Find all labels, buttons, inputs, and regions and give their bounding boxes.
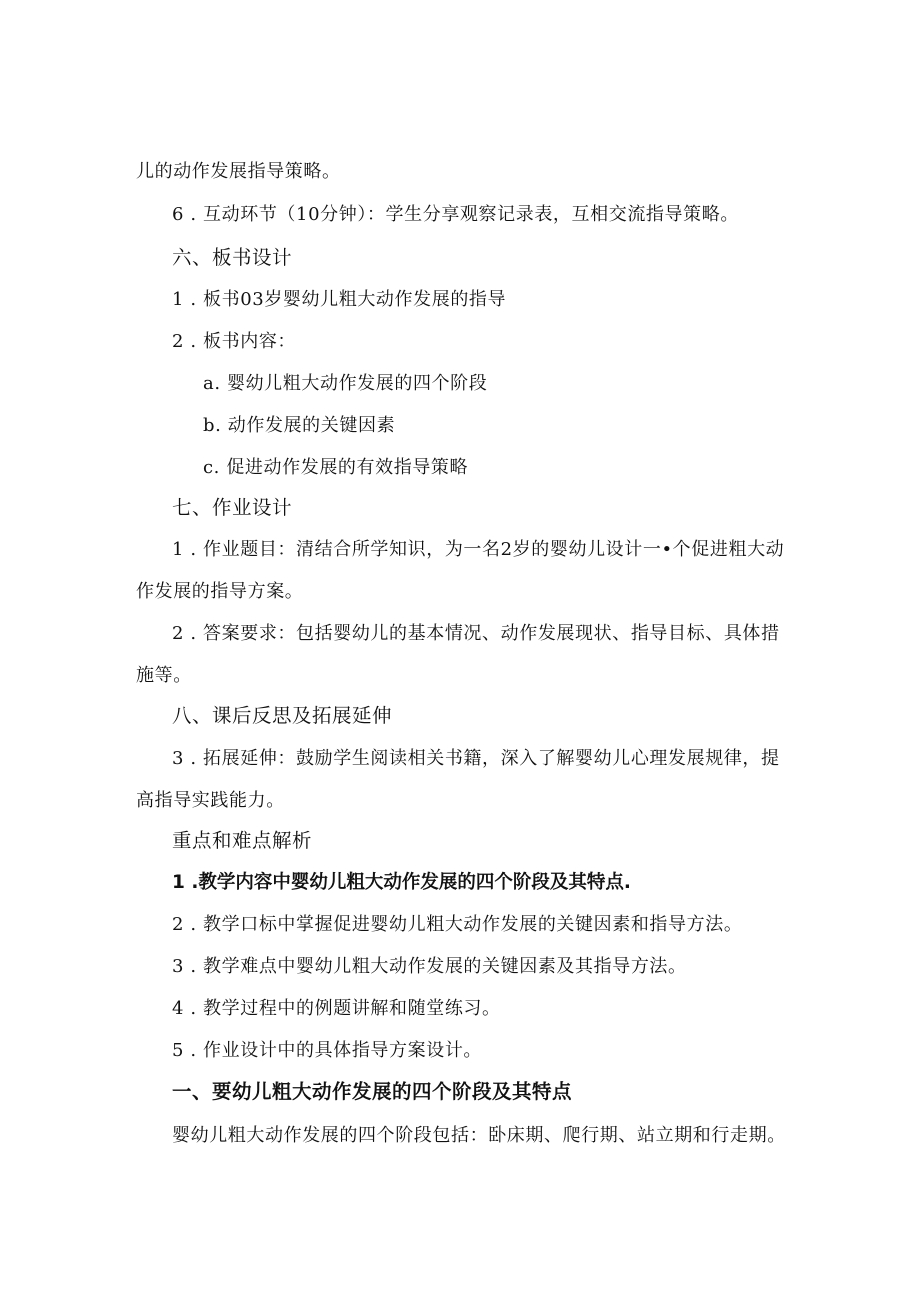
list-item-extension: 3 . 拓展延伸：鼓励学生阅读相关书籍，深入了解婴幼儿心理发展规律，提 bbox=[172, 748, 780, 769]
key-point-2: 2 . 教学口标中掌握促进婴幼儿粗大动作发展的关键因素和指导方法。 bbox=[172, 914, 743, 935]
section-heading-reflection: 八、课后反思及拓展延伸 bbox=[172, 704, 393, 727]
key-point-4: 4 . 教学过程中的例题讲解和随堂练习。 bbox=[172, 998, 501, 1019]
section-heading-homework: 七、作业设计 bbox=[172, 496, 293, 519]
paragraph-continuation: 儿的动作发展指导策略。 bbox=[136, 161, 341, 182]
paragraph-four-stages: 婴幼儿粗大动作发展的四个阶段包括：卧床期、爬行期、站立期和行走期。 bbox=[172, 1125, 786, 1146]
list-item-answer-req: 2 . 答案要求：包括婴幼儿的基本情况、动作发展现状、指导目标、具体措 bbox=[172, 623, 780, 644]
key-point-3: 3 . 教学难点中婴幼儿粗大动作发展的关键因素及其指导方法。 bbox=[172, 956, 687, 977]
list-item-board-content: 2 . 板书内容： bbox=[172, 331, 297, 352]
sub-item-a: a. 婴幼儿粗大动作发展的四个阶段 bbox=[203, 373, 488, 394]
list-item-board-title: 1 . 板书03岁婴幼儿粗大动作发展的指导 bbox=[172, 289, 507, 310]
list-item-interaction: 6 . 互动环节（10分钟）：学生分享观察记录表，互相交流指导策略。 bbox=[172, 204, 739, 225]
list-item-answer-req-cont: 施等。 bbox=[136, 665, 192, 686]
section-heading-key-points: 重点和难点解析 bbox=[172, 829, 313, 852]
list-item-homework-topic: 1 . 作业题目：清结合所学知识，为一名2岁的婴幼儿设计一•个促进粗大动 bbox=[172, 539, 785, 560]
section-heading-four-stages: 一、要幼儿粗大动作发展的四个阶段及其特点 bbox=[172, 1080, 573, 1103]
sub-item-b: b. 动作发展的关键因素 bbox=[203, 415, 396, 436]
section-heading-board-design: 六、板书设计 bbox=[172, 246, 293, 269]
key-point-1: 1 .教学内容中婴幼儿粗大动作发展的四个阶段及其特点. bbox=[172, 872, 631, 893]
sub-item-c: c. 促进动作发展的有效指导策略 bbox=[203, 457, 469, 478]
key-point-5: 5 . 作业设计中的具体指导方案设计。 bbox=[172, 1040, 483, 1061]
list-item-extension-cont: 高指导实践能力。 bbox=[136, 790, 285, 811]
list-item-homework-topic-cont: 作发展的指导方案。 bbox=[136, 581, 304, 602]
